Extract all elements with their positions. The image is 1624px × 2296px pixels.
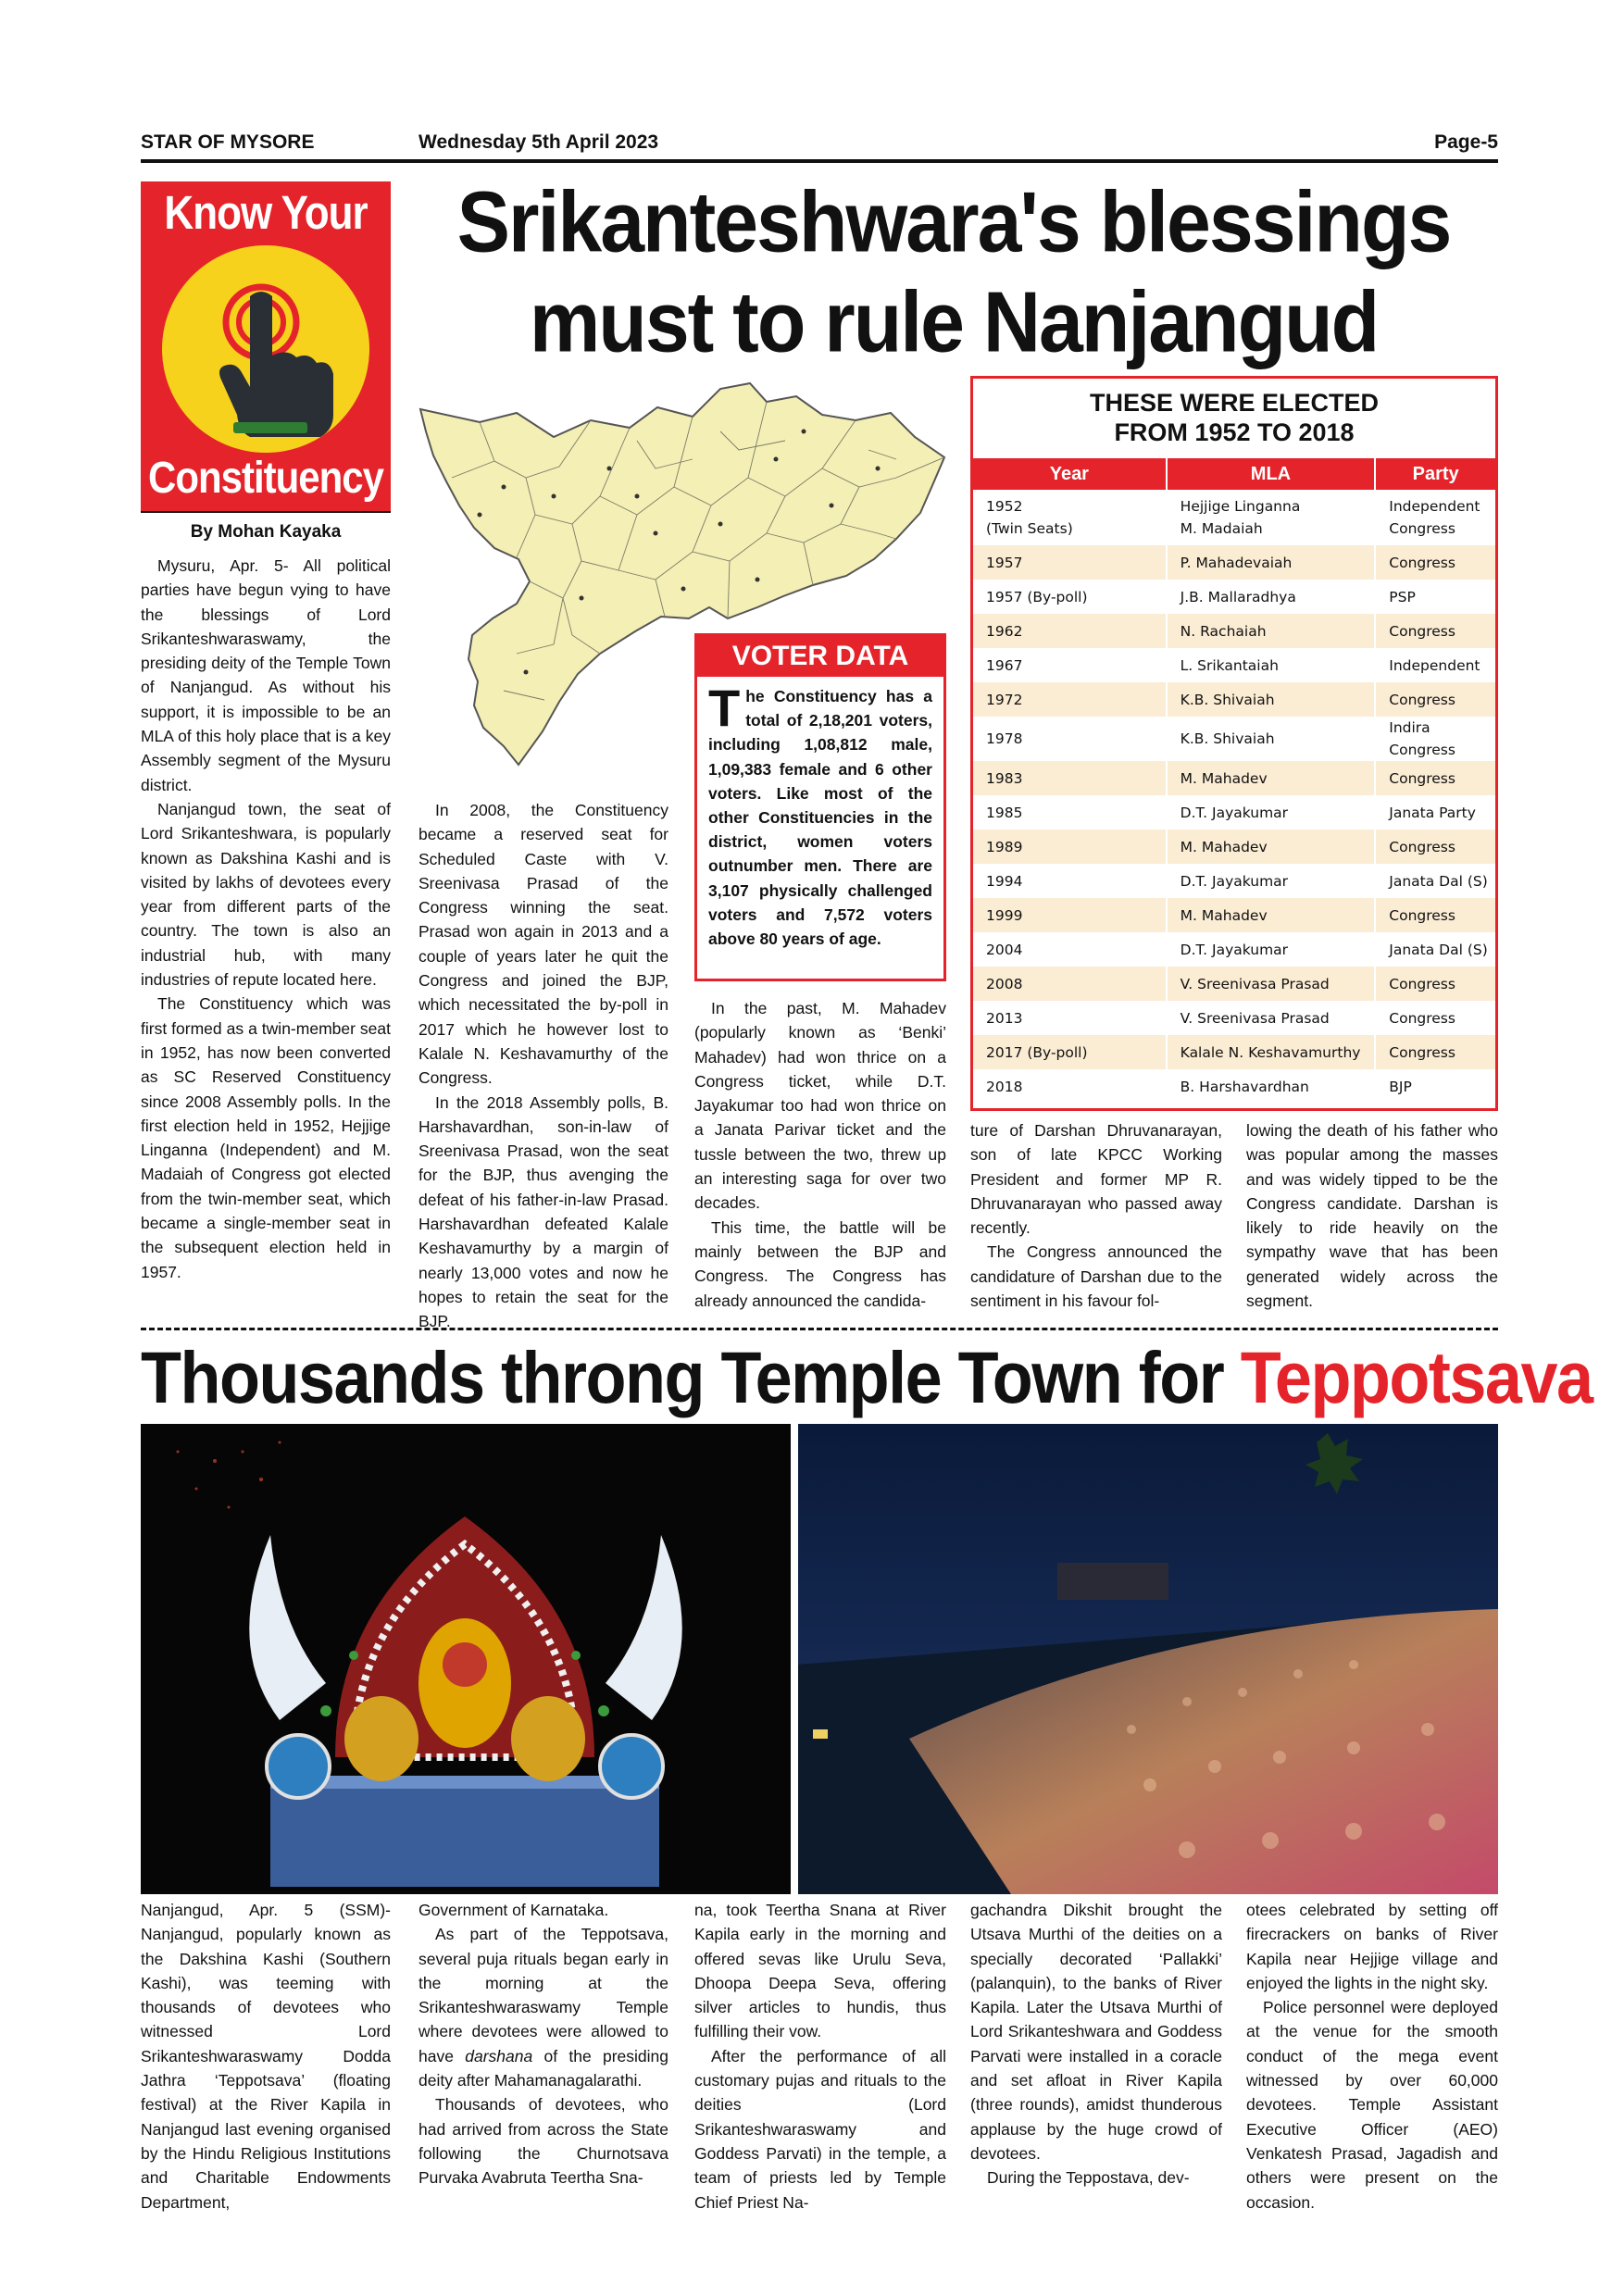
cell-year: 1978 [986,730,1023,747]
paragraph: The Constituency which was first formed as a twin-member seat in 1952, has now been converted as SC Reserved Constituency since 2008 Assembly polls. In the first election held in 1952, Hejjige Linganna (Independent) and M. Madaiah of Congress got elected from the twin-member seat, which became a single-member seat in the subsequent election held in 1957. [141,994,391,1281]
badge-title-bottom: Constituency [147,452,384,503]
cell-year: 2013 [986,1009,1023,1027]
cell-party: Congress [1375,614,1495,648]
cell-party: PSP [1375,580,1495,614]
table-row [973,682,1495,717]
paragraph: Nanjangud, Apr. 5 (SSM)- Nanjangud, popularly known as the Dakshina Kashi (Southern Kashi), was teeming with thousands of devotees who witnessed Lord Srikanteshwaraswamy Dodda Jathra ‘Teppotsava’ (floating festival) at the River Kapila in Nanjangud last evening organised by the Hindu Religious Institutions and Charitable Endowments Department, [141,1901,391,2212]
story1-column-3 [694,996,946,1313]
paragraph: Government of Karnataka. [418,1901,609,1919]
paragraph: Mysuru, Apr. 5- All political parties have begun vying to have the blessings of Lord Srikanteshwaraswamy, the presiding deity of the Temple Town of Nanjangud. As without his support, it is impossible to be an MLA of this holy place that is a key Assembly segment of the Mysuru district. [141,556,391,794]
cell-mla: Hejjige Linganna M. Madaiah [1167,490,1376,545]
story1-column-1 [141,554,391,1284]
teppotsava-crowd-photo [798,1424,1498,1894]
cell-party: Independent [1375,648,1495,682]
story1-column-2 [418,798,668,1334]
cell-party: BJP [1375,1069,1495,1104]
voter-data-title: VOTER DATA [697,636,943,677]
cell-year: 1962 [973,614,1167,648]
teppotsava-float-photo [141,1424,791,1894]
cell-party: Janata Dal (S) [1375,932,1495,967]
italic-word: darshana [465,2046,533,2065]
cell-year: 1957 [973,545,1167,580]
table-row [973,614,1495,648]
cell-year: 1985 [986,804,1023,821]
cell-year: 1967 [986,656,1023,674]
dashed-divider [141,1328,1498,1330]
cell-mla: M. Mahadev [1167,830,1376,864]
story1-column-4 [970,1118,1222,1313]
headline-line-2: must to rule Nanjangud [529,274,1379,370]
paragraph: Thousands of devotees, who had arrived from across the State following the Churnotsava Purvaka Avabruta Teertha Sna- [418,2095,668,2188]
paragraph: otees celebrated by setting off firecrackers on banks of River Kapila near Hejjige village and enjoyed the lights in the night sky. [1246,1901,1498,1992]
cell-party: Congress [1375,967,1495,1001]
badge-title-top: Know Your [164,187,368,240]
cell-year: 1983 [973,761,1167,795]
table-row [973,864,1495,898]
cell-mla: Kalale N. Keshavamurthy [1167,1035,1376,1069]
headline-line-1: Srikanteshwara's blessings [456,174,1451,270]
masthead-rule [141,159,1498,163]
pointing-hand-icon [157,241,374,457]
byline: By Mohan Kayaka [141,511,391,543]
cell-party: Congress [1375,898,1495,932]
table-row [973,967,1495,1001]
table-row [973,795,1495,830]
paragraph: lowing the death of his father who was popular among the masses and was widely tipped to be the Congress candidate. Darshan is likely to ride heavily on the sympathy wave that has been generated widely across the segment. [1246,1121,1498,1311]
paragraph: After the performance of all customary pujas and rituals to the deities (Lord Srikanteshwaraswamy and Goddess Parvati) in the temple, a team of priests led by Temple Chief Priest Na- [694,2046,946,2212]
cell-year: 1952 (Twin Seats) [986,498,1073,537]
cell-mla: D.T. Jayakumar [1167,932,1376,967]
header-mla: MLA [1167,458,1376,490]
story2-column-4 [970,1898,1222,2190]
cell-party: Congress [1375,1035,1495,1069]
header-year: Year [973,458,1167,490]
story2-column-2 [418,1898,668,2190]
story1-column-5 [1246,1118,1498,1313]
paragraph: ture of Darshan Dhruvanarayan, son of late KPCC Working President and former MP R. Dhruvanarayan who passed away recently. [970,1121,1222,1238]
paragraph: Nanjangud town, the seat of Lord Srikanteshwara, is popularly known as Dakshina Kashi and is visited by lakhs of devotees every year from different parts of the country. The town is also an industrial hub, with many industries of repute located here. [141,799,391,990]
story2-column-3 [694,1898,946,2215]
elected-mlas-box [970,376,1498,1111]
voter-data-text [697,677,943,951]
paragraph: This time, the battle will be mainly between the BJP and Congress. The Congress has already announced the candida- [694,1217,946,1310]
issue-date: Wednesday 5th April 2023 [418,131,659,153]
cell-mla: K.B. Shivaiah [1167,682,1376,717]
headline-black-part: Thousands throng Temple Town for [141,1337,1241,1419]
story2-column-1 [141,1898,391,2215]
cell-mla: J.B. Mallaradhya [1167,580,1376,614]
cell-mla: K.B. Shivaiah [1167,717,1376,761]
paragraph: In the past, M. Mahadev (popularly known as ‘Benki’ Mahadev) had won thrice on a Congress ticket, while D.T. Jayakumar too had won thrice on a Janata Parivar ticket and the tussle between the two, threw up an interesting saga for over two decades. [694,999,946,1213]
table-row [973,761,1495,795]
cell-party: Congress [1375,545,1495,580]
paragraph: As part of the Teppotsava, several puja rituals began early in the morning at the Srikanteshwaraswamy Temple where devotees were allowed to have darshana of the presiding deity after Mahamanagalarathi. [418,1925,668,2090]
cell-mla: M. Mahadev [1167,898,1376,932]
cell-year: 2018 [986,1078,1023,1095]
table-row [973,830,1495,864]
cell-year: 2008 [973,967,1167,1001]
cell-mla: B. Harshavardhan [1167,1069,1376,1104]
cell-year: 1957 (By-poll) [986,588,1088,605]
cell-year: 1999 [973,898,1167,932]
cell-party: Congress [1375,1001,1495,1035]
cell-mla: M. Mahadev [1167,761,1376,795]
table-row [973,932,1495,967]
elected-title [973,379,1495,458]
voter-data-box [694,633,946,981]
cell-year: 1989 [973,830,1167,864]
elected-table [973,458,1495,1104]
cell-mla: V. Sreenivasa Prasad [1167,967,1376,1001]
cell-party: Congress [1375,830,1495,864]
cell-party: Janata Dal (S) [1375,864,1495,898]
paragraph: In 2008, the Constituency became a reserved seat for Scheduled Caste with V. Sreenivasa Prasad of the Congress winning the seat. Prasad won again in 2013 and a couple of years later he quit the Congress and joined the BJP, which necessitated the by-poll in 2017 which he however lost to Kalale N. Keshavamurthy of the Congress. [418,801,668,1088]
table-row [973,1035,1495,1069]
paragraph: In the 2018 Assembly polls, B. Harshavardhan, son-in-law of Sreenivasa Prasad, won the seat for the BJP, thus avenging the defeat of his father-in-law Prasad. Harshavardhan defeated Kalale Keshavamurthy by a margin of nearly 13,000 votes and now he hopes to retain the seat for the BJP. [418,1092,668,1331]
cell-party: Janata Party [1375,795,1495,830]
table-row [973,1001,1495,1035]
main-headline [407,172,1500,372]
table-row [973,490,1495,545]
table-row [973,898,1495,932]
paragraph: Police personnel were deployed at the venue for the smooth conduct of the mega event witnessed by over 60,000 devotees. Temple Assistant Executive Officer (AEO) Venkatesh Prasad, Jagadish and others were present on the occasion. [1246,1998,1498,2212]
cell-mla: L. Srikantaiah [1167,648,1376,682]
cell-year: 2004 [986,941,1023,958]
cell-mla: N. Rachaiah [1167,614,1376,648]
cell-mla: D.T. Jayakumar [1167,795,1376,830]
teppotsava-headline [141,1333,1593,1423]
table-row [973,580,1495,614]
cell-mla: V. Sreenivasa Prasad [1167,1001,1376,1035]
elected-title-line-1: THESE WERE ELECTED [1089,389,1380,417]
voter-data-body: he Constituency has a total of 2,18,201 voters, including 1,08,812 male, 1,09,383 female and 6 other voters. Like most of the other Constituencies in the district, women voters outnumber men. There are 3,107 physically challenged voters and 7,572 voters above 80 years of age. [708,687,932,949]
story2-column-5 [1246,1898,1498,2215]
page-number: Page-5 [1434,131,1498,153]
header-party: Party [1375,458,1495,490]
cell-year: 1994 [986,872,1023,890]
know-your-constituency-badge [141,181,391,513]
cell-party: Independent Congress [1375,490,1495,545]
table-header-row [973,458,1495,490]
table-row [973,545,1495,580]
paragraph: na, took Teertha Snana at River Kapila early in the morning and offered sevas like Urulu Seva, Dhoopa Deepa Seva, offering silver articles to hundis, thus fulfilling their vow. [694,1901,946,2041]
headline-red-part: Teppotsava [1240,1337,1593,1419]
cell-year: 1972 [973,682,1167,717]
paragraph: gachandra Dikshit brought the Utsava Murthi of the deities on a specially decorated ‘Pallakki’ (palanquin), to the banks of River Kapila. Later the Utsava Murthi of Lord Srikanteshwara and Goddess Parvati were installed in a coracle and set afloat in River Kapila (three rounds), amidst thunderous applause by the huge crowd of devotees. [970,1901,1222,2163]
cell-party: Congress [1375,682,1495,717]
cell-year: 2017 (By-poll) [973,1035,1167,1069]
cell-party: Indira Congress [1375,717,1495,761]
paragraph: The Congress announced the candidature of Darshan due to the sentiment in his favour fol- [970,1242,1222,1311]
table-row [973,717,1495,761]
cell-mla: D.T. Jayakumar [1167,864,1376,898]
table-row [973,1069,1495,1104]
paper-name: STAR OF MYSORE [141,131,315,153]
paragraph: During the Teppostava, dev- [987,2168,1190,2188]
cell-party: Congress [1375,761,1495,795]
table-row [973,648,1495,682]
dropcap: T [708,679,741,737]
cell-mla: P. Mahadevaiah [1167,545,1376,580]
elected-title-line-2: FROM 1952 TO 2018 [1114,418,1355,446]
